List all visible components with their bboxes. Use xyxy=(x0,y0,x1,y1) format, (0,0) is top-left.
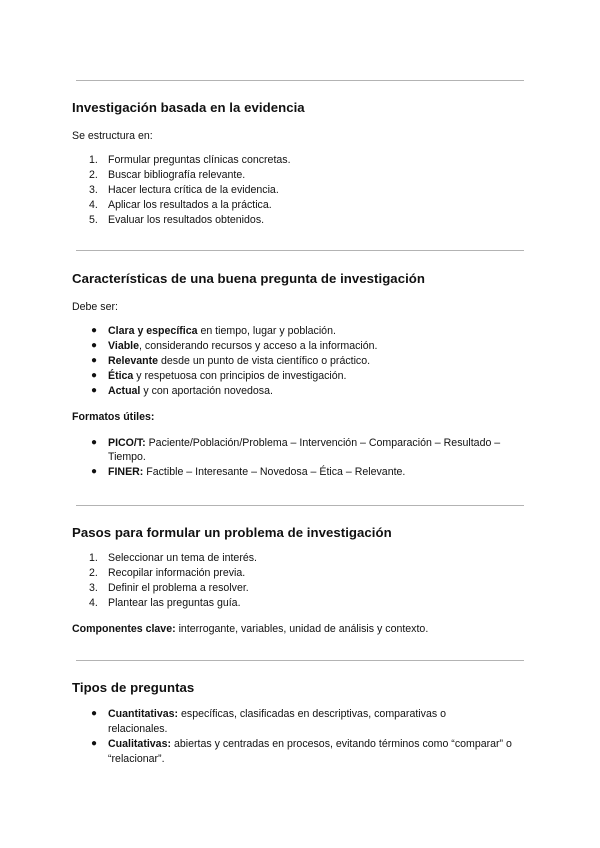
list-item: 2. Buscar bibliografía relevante. xyxy=(89,168,246,181)
list-item: 3. Definir el problema a resolver. xyxy=(89,581,249,594)
list-item: 1. Seleccionar un tema de interés. xyxy=(89,552,257,564)
bullet-list xyxy=(72,436,528,481)
divider xyxy=(76,505,524,506)
numbered-list xyxy=(72,153,528,228)
bullet-list xyxy=(72,707,528,767)
list-item: ● Ética y respetuosa con principios de investigación. xyxy=(91,369,347,382)
list-item: 3. Hacer lectura crítica de la evidencia. xyxy=(89,183,279,196)
components-label: Componentes clave: xyxy=(72,622,176,635)
list-item: ● Cuantitativas: específicas, clasificadas en descriptivas, comparativas o relacionales. xyxy=(91,708,446,735)
section-steps xyxy=(72,525,528,635)
section-title: Pasos para formular un problema de investigación xyxy=(72,525,392,540)
list-item: ● Relevante desde un punto de vista científico o práctico. xyxy=(91,354,371,367)
list-item: 4. Plantear las preguntas guía. xyxy=(89,596,241,609)
list-item: 4. Aplicar los resultados a la práctica. xyxy=(89,198,272,211)
subheading: Formatos útiles: xyxy=(72,410,155,423)
section-title: Investigación basada en la evidencia xyxy=(72,100,305,115)
list-item: ● Viable, considerando recursos y acceso a la información. xyxy=(91,339,378,352)
divider xyxy=(76,250,524,251)
section-title: Tipos de preguntas xyxy=(72,680,195,695)
numbered-list xyxy=(72,551,528,611)
section-characteristics xyxy=(72,271,528,480)
list-item: 5. Evaluar los resultados obtenidos. xyxy=(89,213,265,226)
section-intro: Se estructura en: xyxy=(72,130,153,142)
bullet-list xyxy=(72,324,528,399)
list-item: ● PICO/T: Paciente/Población/Problema – Intervención – Comparación – Resultado – Tiempo. xyxy=(91,436,501,464)
list-item: ● FINER: Factible – Interesante – Novedosa – Ética – Relevante. xyxy=(91,466,406,479)
divider xyxy=(76,80,524,81)
section-title: Características de una buena pregunta de investigación xyxy=(72,271,426,286)
section-question-types xyxy=(72,680,528,767)
list-item: ● Clara y específica en tiempo, lugar y población. xyxy=(91,325,336,337)
section-intro: Debe ser: xyxy=(72,301,118,313)
components-text: interrogante, variables, unidad de análisis y contexto. xyxy=(175,622,429,635)
divider xyxy=(76,660,524,661)
list-item: ● Actual y con aportación novedosa. xyxy=(91,384,273,397)
components-line xyxy=(72,623,528,635)
section-evidence xyxy=(72,100,528,228)
list-item: 2. Recopilar información previa. xyxy=(89,566,246,579)
list-item: 1. Formular preguntas clínicas concretas. xyxy=(89,154,291,166)
list-item: ● Cualitativas: abiertas y centradas en procesos, evitando términos como “comparar” o “relacionar”. xyxy=(91,737,512,765)
